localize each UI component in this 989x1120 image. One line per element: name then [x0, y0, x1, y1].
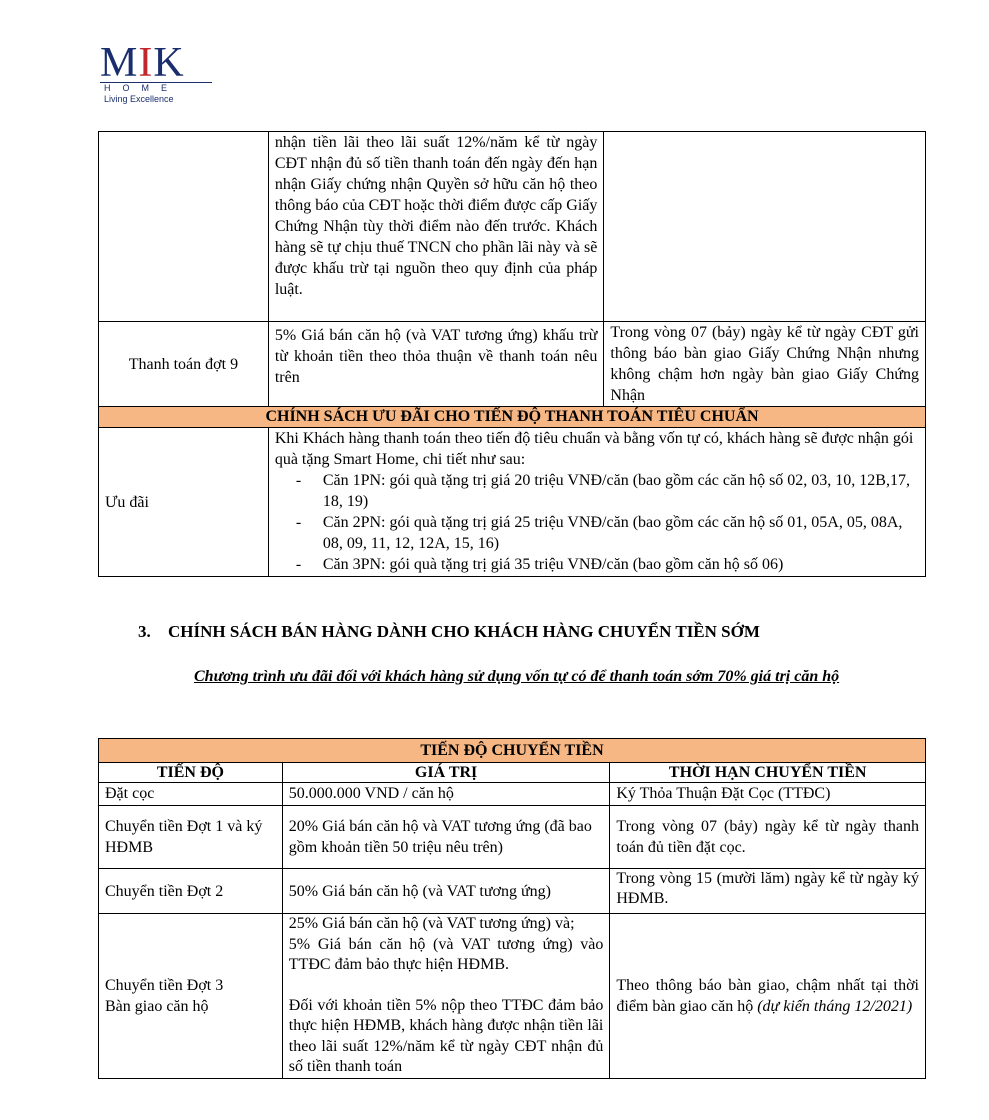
table-row [99, 132, 926, 322]
list-item: - Căn 2PN: gói quà tặng trị giá 25 triệu VNĐ/căn (bao gồm các căn hộ số 01, 05A, 05, 08A, 08, 09, 11, 12, 12A, 15, 16) [323, 512, 919, 554]
company-logo [100, 40, 220, 104]
stage-line: Chuyển tiền Đợt 3 [105, 976, 224, 994]
logo-sub: HOME [100, 82, 212, 94]
section-number: 3. [138, 622, 151, 641]
value-cell: 20% Giá bán căn hộ và VAT tương ứng (đã bao gồm khoản tiền 50 triệu nêu trên) [282, 806, 610, 869]
value-cell [282, 914, 610, 1079]
deadline-cell: Trong vòng 15 (mười lăm) ngày kể từ ngày ký HĐMB. [610, 869, 926, 914]
logo-wordmark: MIK [100, 40, 185, 86]
table-row [99, 322, 926, 407]
offer-list [275, 470, 919, 575]
value-paragraph: Đối với khoản tiền 5% nộp theo TTĐC đảm bảo thực hiện HĐMB, khách hàng được nhận tiền lãi theo lãi suất 12%/năm kể từ ngày CĐT nhận đủ số tiền thanh toán [288, 996, 604, 1075]
section-subtitle: Chương trình ưu đãi đối với khách hàng sử dụng vốn tự có để thanh toán sớm 70% giá trị căn hộ [194, 668, 840, 685]
column-header: THỜI HẠN CHUYỂN TIỀN [610, 763, 926, 783]
list-item: - Căn 3PN: gói quà tặng trị giá 35 triệu VNĐ/căn (bao gồm căn hộ số 06) [323, 554, 919, 575]
table-row [99, 739, 926, 763]
deadline-cell: Ký Thỏa Thuận Đặt Cọc (TTĐC) [610, 783, 926, 806]
stage-cell: Chuyển tiền Đợt 1 và ký HĐMB [99, 806, 283, 869]
section-title: CHÍNH SÁCH BÁN HÀNG DÀNH CHO KHÁCH HÀNG CHUYỂN TIỀN SỚM [168, 622, 760, 641]
value-paragraph: 25% Giá bán căn hộ (và VAT tương ứng) và; [288, 915, 575, 932]
table-row [99, 407, 926, 428]
row-value: 5% Giá bán căn hộ (và VAT tương ứng) khấu trừ từ khoản tiền theo thỏa thuận về thanh toán nêu trên [268, 322, 604, 407]
row-deadline: Trong vòng 07 (bảy) ngày kể từ ngày CĐT gửi thông báo bàn giao Giấy Chứng Nhận nhưng không chậm hơn ngày bàn giao Giấy Chứng Nhận [604, 322, 926, 407]
logo-tagline: Living Excellence [104, 94, 174, 104]
deadline-estimate: (dự kiến tháng 12/2021) [757, 997, 913, 1015]
value-paragraph: 5% Giá bán căn hộ (và VAT tương ứng) vào TTĐC đảm bảo thực hiện HĐMB. [288, 935, 604, 973]
column-header: GIÁ TRỊ [282, 763, 610, 783]
value-cell: 50.000.000 VND / căn hộ [282, 783, 610, 806]
offer-content [268, 428, 925, 577]
deadline-text: Theo thông báo bàn giao, chậm nhất tại thời điểm bàn giao căn hộ [616, 976, 919, 1015]
value-cell: 50% Giá bán căn hộ (và VAT tương ứng) [282, 869, 610, 914]
table-row [99, 806, 926, 869]
payment-schedule-table [98, 131, 926, 577]
transfer-table-title: TIẾN ĐỘ CHUYỂN TIỀN [99, 739, 926, 763]
policy-header: CHÍNH SÁCH ƯU ĐÃI CHO TIẾN ĐỘ THANH TOÁN TIÊU CHUẨN [99, 407, 926, 428]
interest-note: nhận tiền lãi theo lãi suất 12%/năm kể từ ngày CĐT nhận đủ số tiền thanh toán đến ngày đến hạn nhận Giấy chứng nhận Quyền sở hữu căn hộ theo thông báo của CĐT hoặc thời điểm được cấp Giấy Chứng Nhận tùy thời điểm nào đến trước. Khách hàng sẽ tự chịu thuế TNCN cho phần lãi này và sẽ được khấu trừ tại nguồn theo quy định của pháp luật. [268, 132, 604, 322]
row-label: Thanh toán đợt 9 [99, 322, 269, 407]
offer-intro: Khi Khách hàng thanh toán theo tiến độ tiêu chuẩn và bằng vốn tự có, khách hàng sẽ được nhận gói quà tặng Smart Home, chi tiết như sau: [274, 430, 914, 468]
table-row [99, 783, 926, 806]
deadline-cell [610, 914, 926, 1079]
table-header-row [99, 763, 926, 783]
section-heading [138, 622, 760, 642]
list-item: - Căn 1PN: gói quà tặng trị giá 20 triệu VNĐ/căn (bao gồm các căn hộ số 02, 03, 10, 12B,17, 18, 19) [323, 470, 919, 512]
table-row [99, 428, 926, 577]
column-header: TIẾN ĐỘ [99, 763, 283, 783]
table-row [99, 869, 926, 914]
deadline-cell: Trong vòng 07 (bảy) ngày kể từ ngày thanh toán đủ tiền đặt cọc. [610, 806, 926, 869]
offer-label: Ưu đãi [99, 428, 269, 577]
stage-cell [99, 914, 283, 1079]
transfer-schedule-table [98, 738, 926, 1079]
table-row [99, 914, 926, 1079]
stage-line: Bàn giao căn hộ [105, 997, 209, 1015]
stage-cell: Chuyển tiền Đợt 2 [99, 869, 283, 914]
stage-cell: Đặt cọc [99, 783, 283, 806]
